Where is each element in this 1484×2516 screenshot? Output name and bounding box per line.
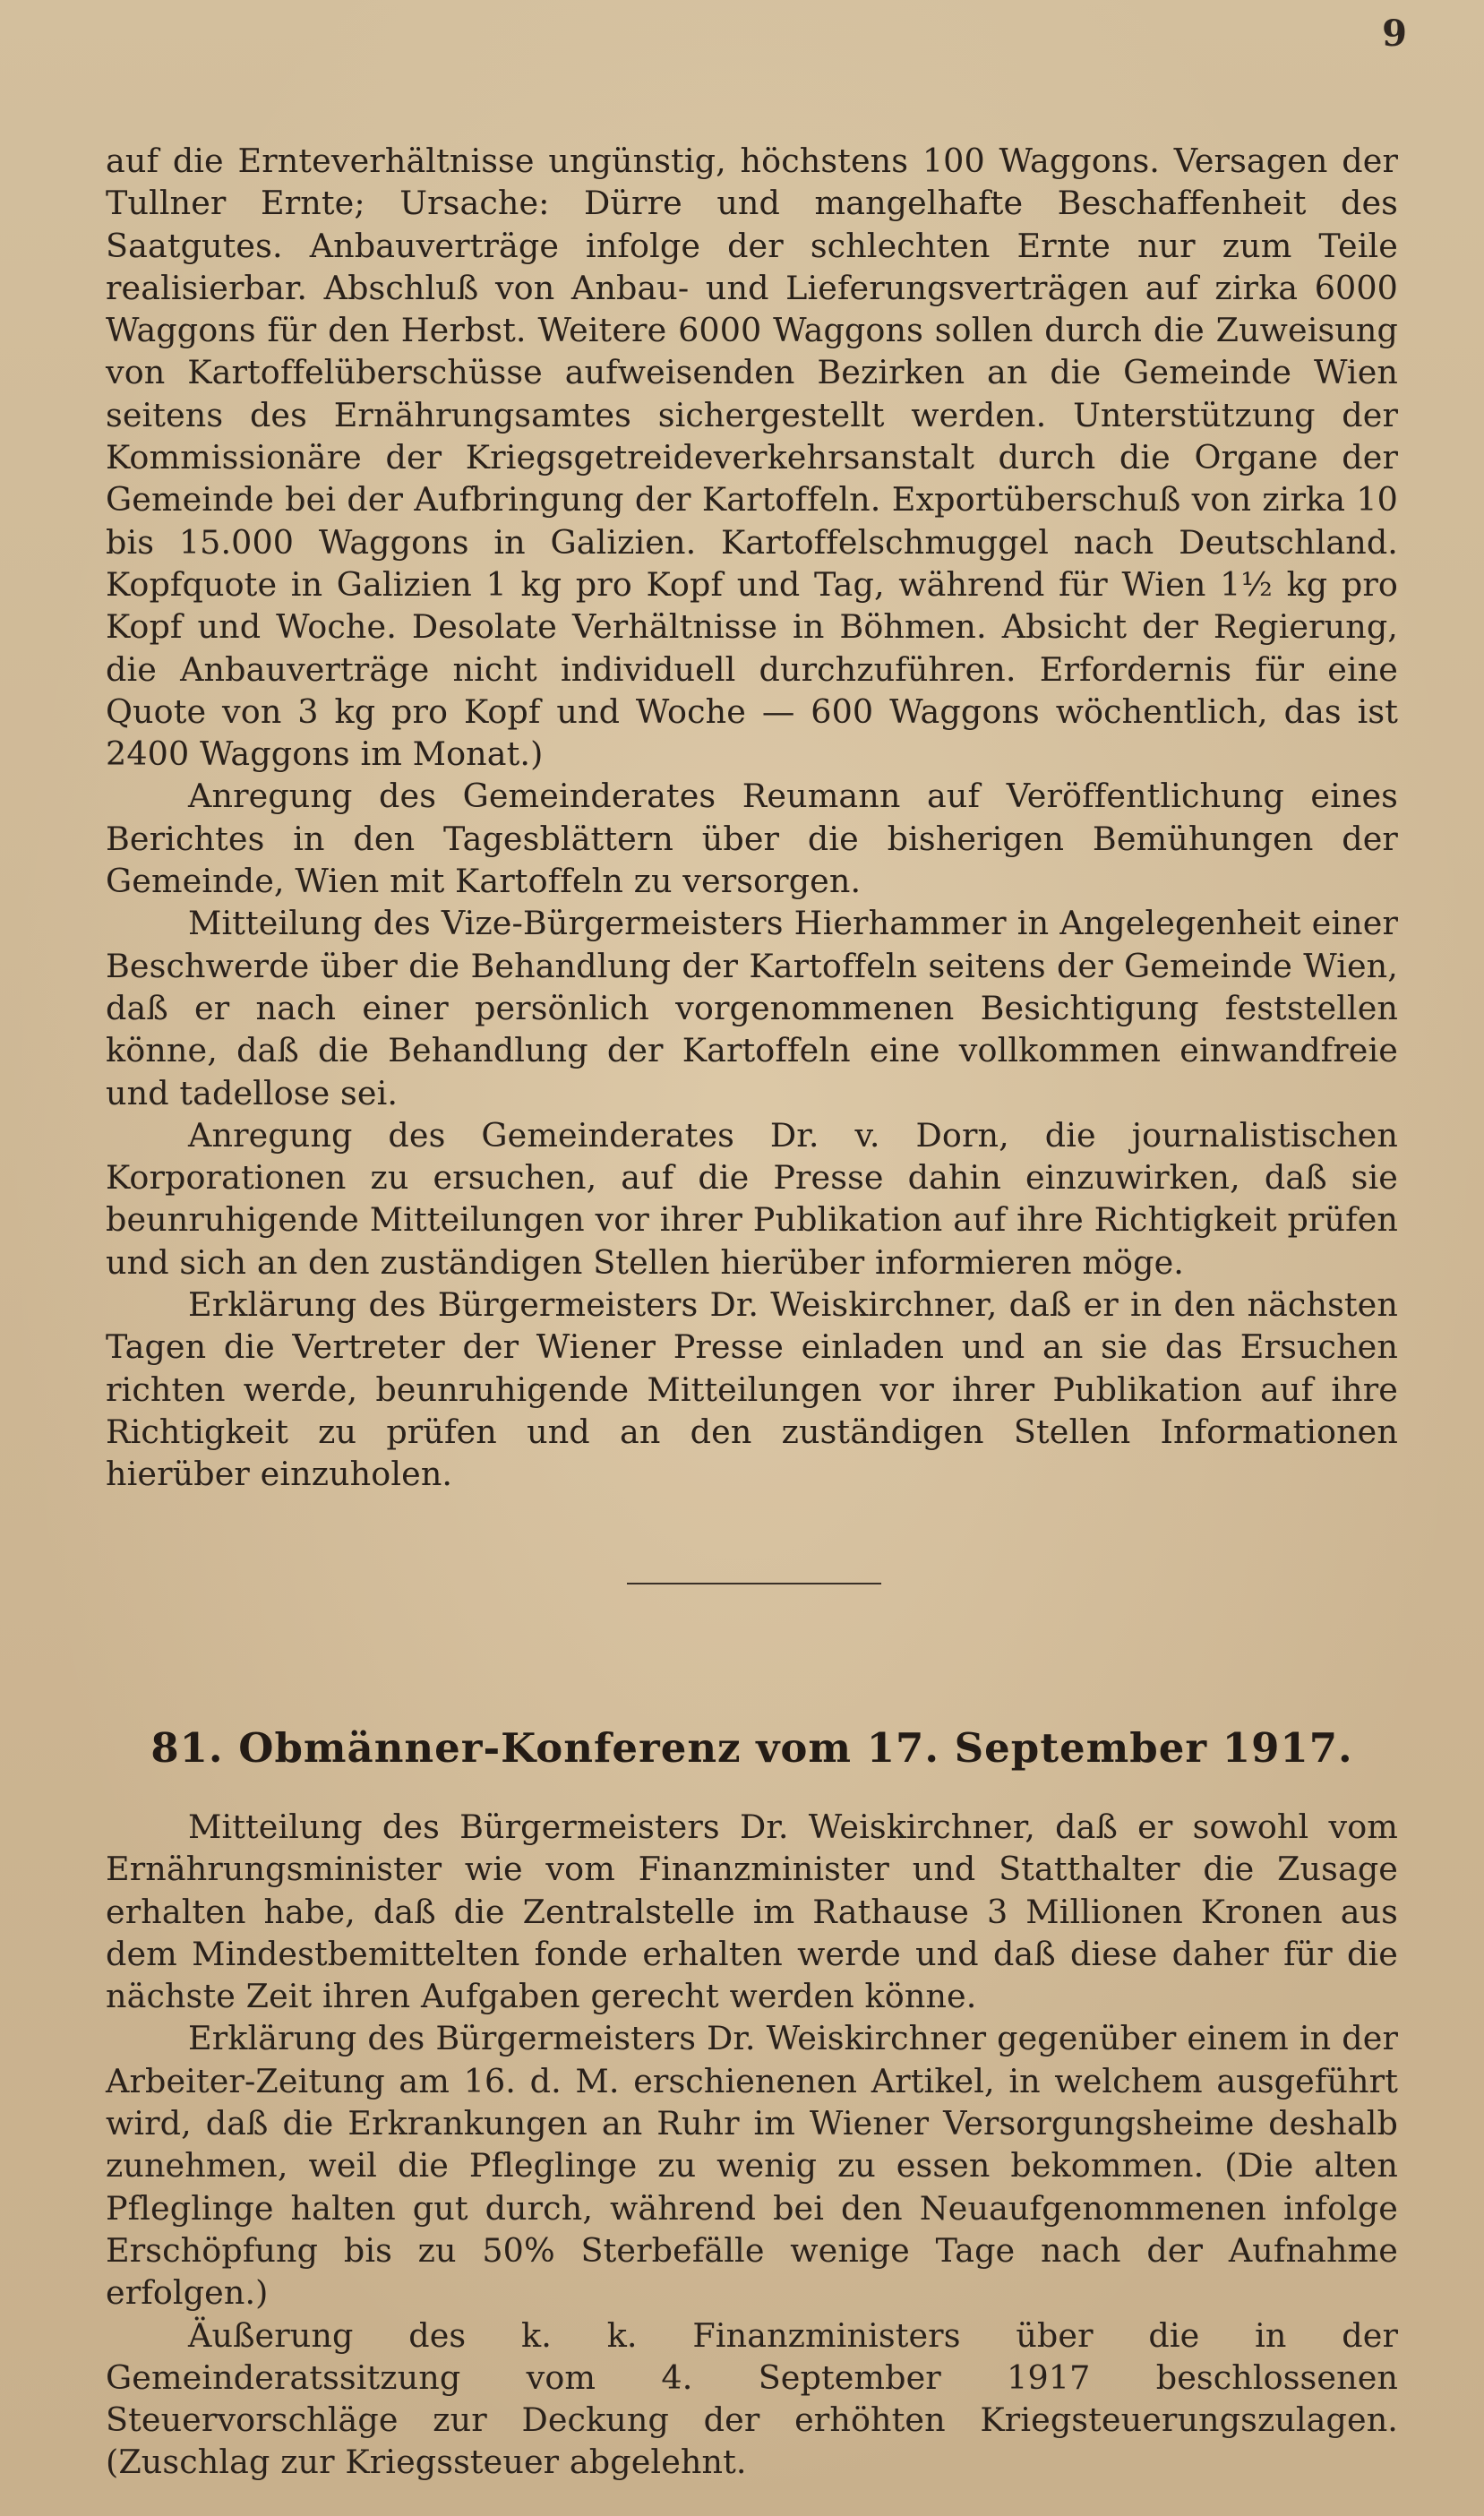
page-number: 9 (1382, 13, 1407, 55)
section-divider (627, 1583, 881, 1584)
paragraph: Erklärung des Bürgermeisters Dr. Weiskirchner, daß er in den nächsten Tagen die Vertreter der Wiener Presse einladen und an sie das Ersuchen richten werde, beunruhigende Mitteilungen vor ihrer Publikation auf ihre Richtigkeit zu prüfen und an den zuständigen Stellen Informationen hierüber einzuholen. (106, 1285, 1398, 1494)
paragraph: Anregung des Gemeinderates Dr. v. Dorn, die journalistischen Korporationen zu ersuchen, auf die Presse dahin einzuwirken, daß sie beunruhigende Mitteilungen vor ihrer Publikation auf ihre Richtigkeit prüfen und sich an den zuständigen Stellen hierüber informieren möge. (106, 1115, 1398, 1282)
paragraph: Anregung des Gemeinderates Reumann auf Veröffentlichung eines Berichtes in den Tagesblättern über die bisherigen Bemühungen der Gemeinde, Wien mit Kartoffeln zu versorgen. (106, 777, 1398, 901)
paragraph: Mitteilung des Bürgermeisters Dr. Weiskirchner, daß er sowohl vom Ernährungsminister wie vom Finanzminister und Statthalter die Zusage erhalten habe, daß die Zentralstelle im Rathause 3 Millionen Kronen aus dem Mindestbemittelten fonde erhalten werde und daß diese daher für die nächste Zeit ihren Aufgaben gerecht werden könne. (106, 1808, 1398, 2016)
paragraph: auf die Ernteverhältnisse ungünstig, höchstens 100 Waggons. Versagen der Tullner Ernte; Ursache: Dürre und mangelhafte Beschaffenheit des Saatgutes. Anbauverträge infolge der schlechten Ernte nur zum Teile realisierbar. Abschluß von Anbau- und Lieferungsverträgen auf zirka 6000 Waggons für den Herbst. Weitere 6000 Waggons sollen durch die Zuweisung von Kartoffelüberschüsse aufweisenden Bezirken an die Gemeinde Wien seitens des Ernährungsamtes sichergestellt werden. Unterstützung der Kommissionäre der Kriegsgetreideverkehrsanstalt durch die Organe der Gemeinde bei der Aufbringung der Kartoffeln. Exportüberschuß von zirka 10 bis 15.000 Waggons in Galizien. Kartoffelschmuggel nach Deutschland. Kopfquote in Galizien 1 kg pro Kopf und Tag, während für Wien 1½ kg pro Kopf und Woche. Desolate Verhältnisse in Böhmen. Absicht der Regierung, die Anbauverträge nicht individuell durchzuführen. Erfordernis für eine Quote von 3 kg pro Kopf und Woche — 600 Waggons wöchentlich, das ist 2400 Waggons im Monat.) (106, 142, 1398, 774)
section-2-body (106, 1806, 1398, 2484)
paragraph: Erklärung des Bürgermeisters Dr. Weiskirchner gegenüber einem in der Arbeiter-Zeitung am 16. d. M. erschienenen Artikel, in welchem ausgeführt wird, daß die Erkrankungen an Ruhr im Wiener Versorgungsheime deshalb zunehmen, weil die Pfleglinge zu wenig zu essen bekommen. (Die alten Pfleglinge halten gut durch, während bei den Neuaufgenommenen infolge Erschöpfung bis zu 50% Sterbefälle wenige Tage nach der Aufnahme erfolgen.) (106, 2019, 1398, 2313)
section-1-body (106, 140, 1398, 1496)
paragraph: Äußerung des k. k. Finanzministers über die in der Gemeinderatssitzung vom 4. September 1917 beschlossenen Steuervorschläge zur Deckung der erhöhten Kriegsteuerungszulagen. (Zuschlag zur Kriegssteuer abgelehnt. (106, 2315, 1398, 2482)
section-heading: 81. Obmänner-Konferenz vom 17. September 1917. (150, 1724, 1353, 1772)
paragraph: Mitteilung des Vize-Bürgermeisters Hierhammer in Angelegenheit einer Beschwerde über die Behandlung der Kartoffeln seitens der Gemeinde Wien, daß er nach einer persönlich vorgenommenen Besichtigung feststellen könne, daß die Behandlung der Kartoffeln eine vollkommen einwandfreie und tadellose sei. (106, 904, 1398, 1112)
